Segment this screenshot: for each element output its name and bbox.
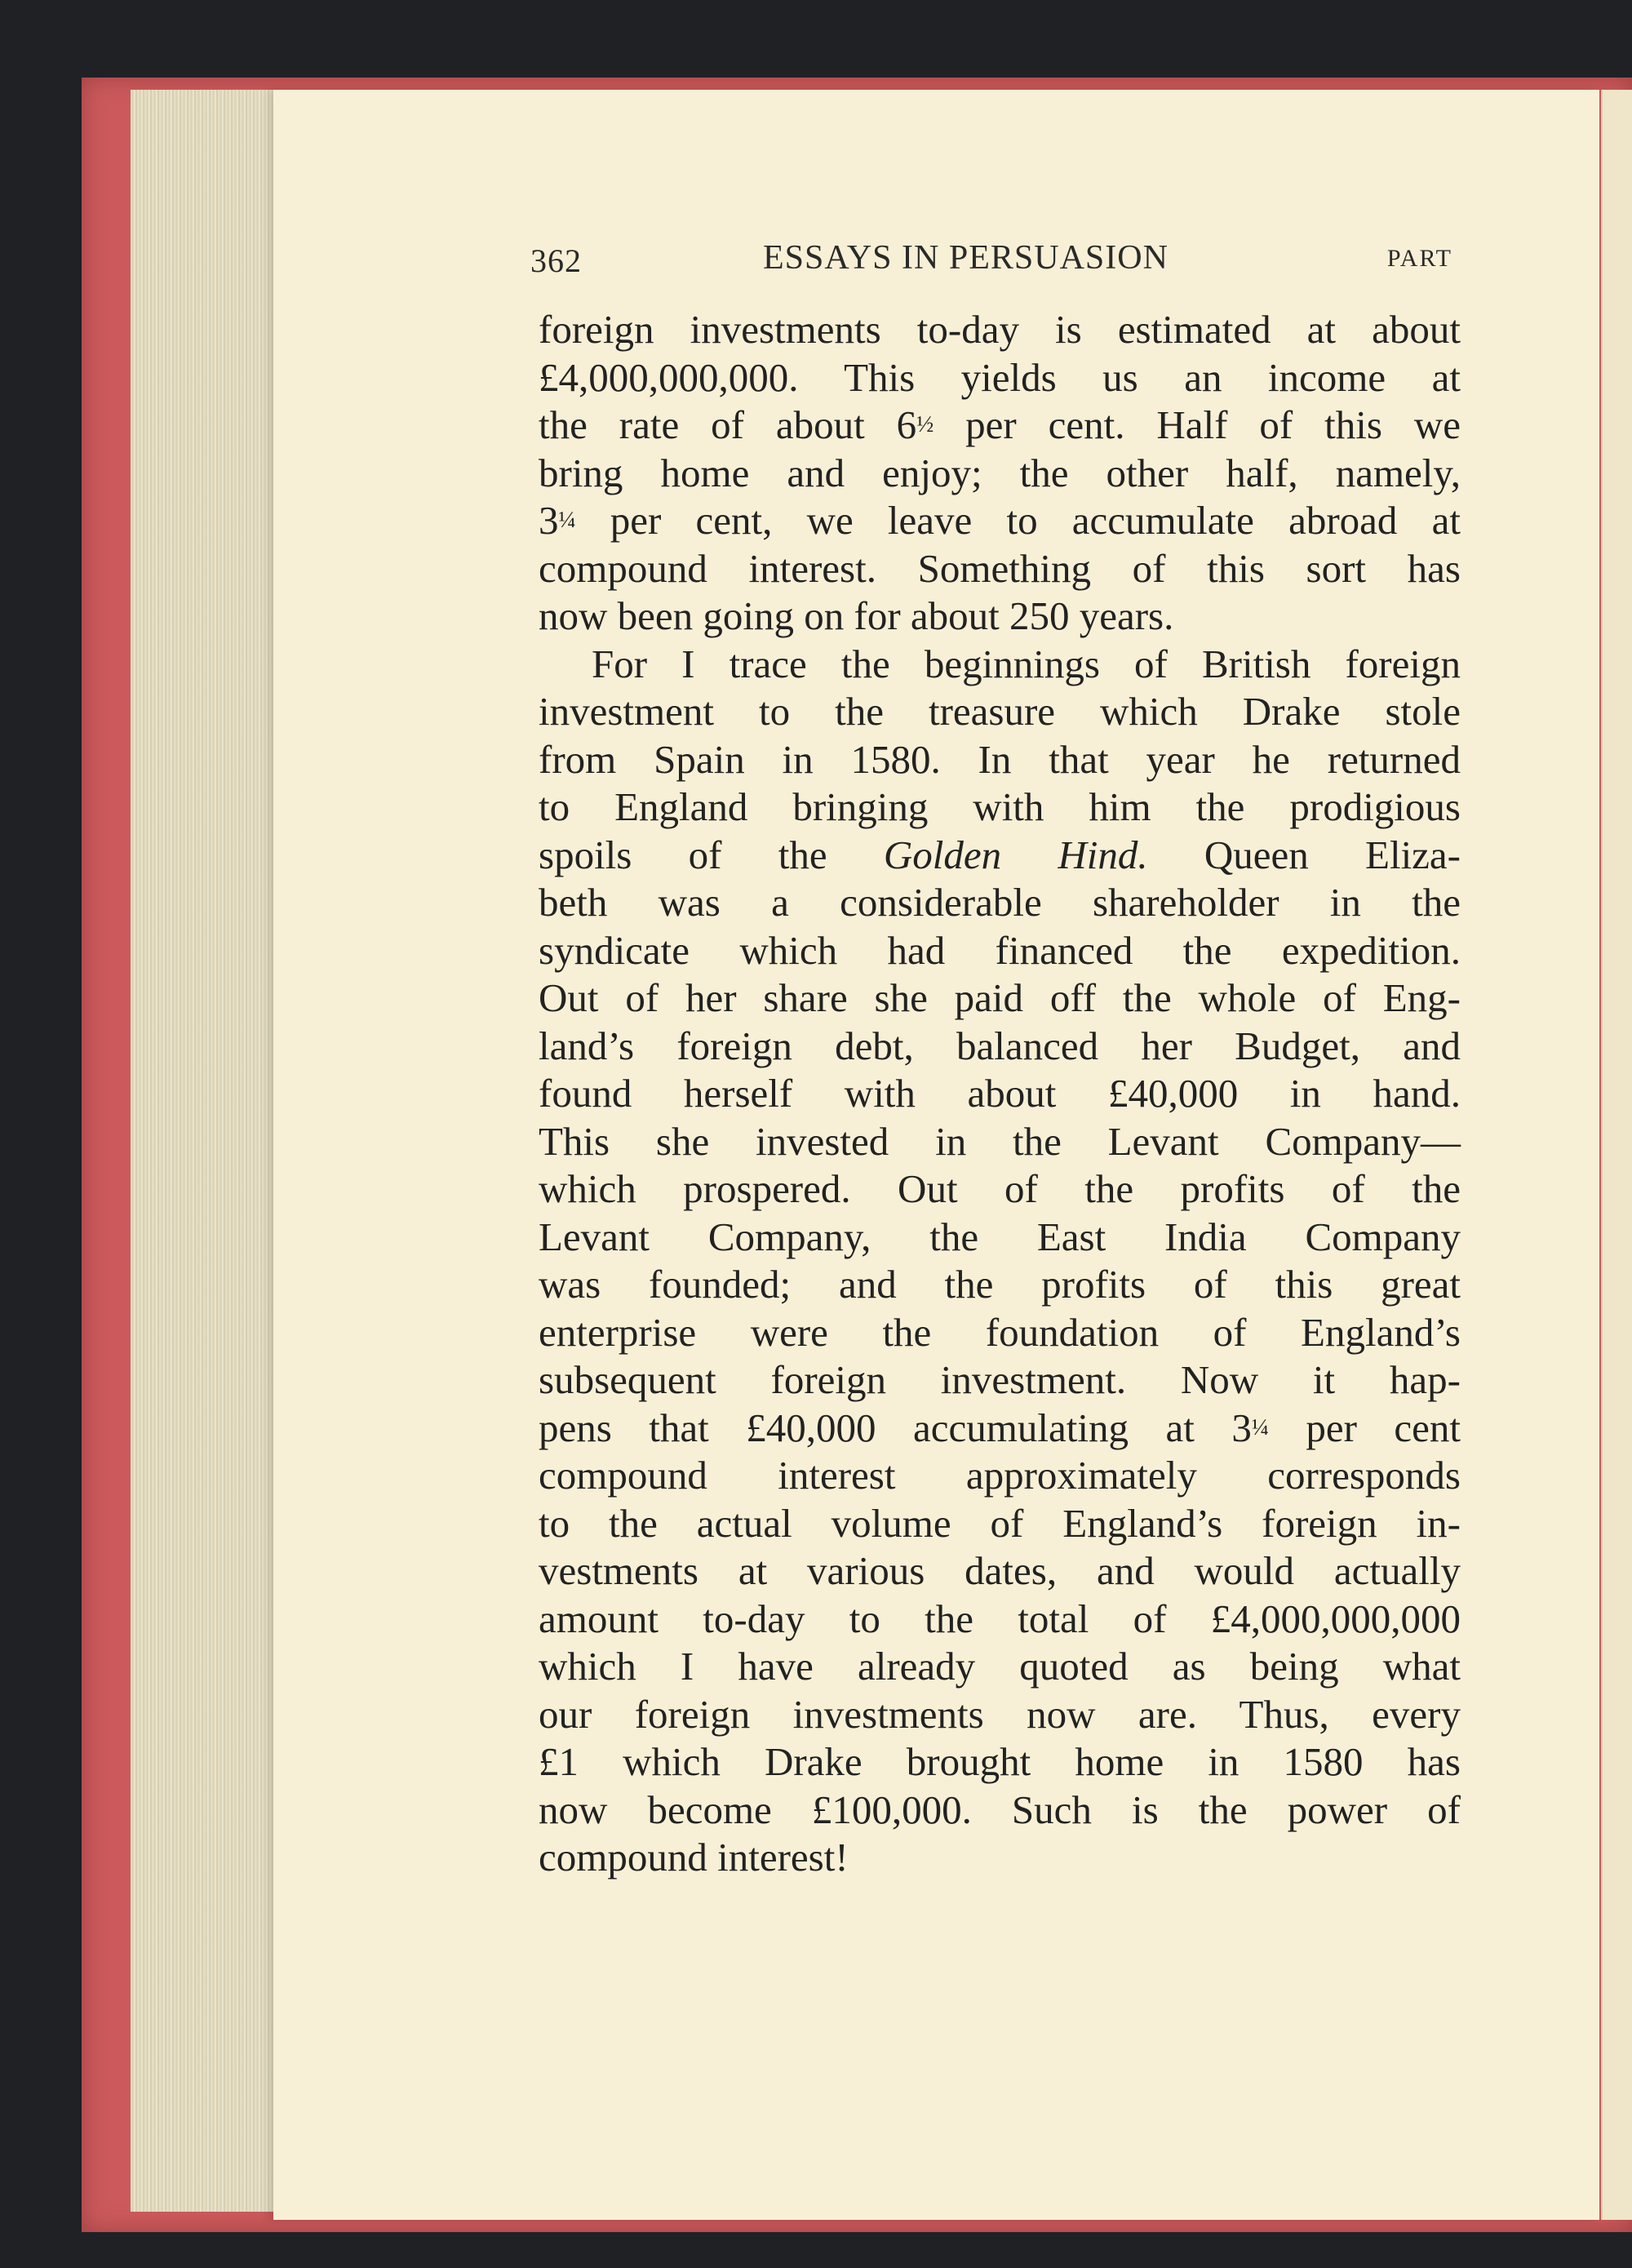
- text-line: [539, 354, 1461, 402]
- text-line: [539, 1214, 1461, 1262]
- text-line: [539, 1834, 1461, 1882]
- page-header: [530, 237, 1452, 286]
- text-segment: compound interest approximately corresponds: [539, 1453, 1461, 1498]
- text-line: [539, 1786, 1461, 1835]
- text-segment: This she invested in the Levant Company—: [539, 1118, 1461, 1164]
- text-segment: syndicate which had financed the expedition.: [539, 927, 1461, 973]
- text-line: [539, 783, 1461, 832]
- text-segment: which prospered. Out of the profits of the: [539, 1166, 1461, 1211]
- facing-page-edge: [1601, 90, 1632, 2220]
- text-segment: was founded; and the profits of this great: [539, 1262, 1461, 1307]
- text-line: [539, 1691, 1461, 1739]
- text-segment: £4,000,000,000. This yields us an income at: [539, 354, 1461, 400]
- text-segment: pens that £40,000 accumulating at 3: [539, 1405, 1252, 1450]
- italic-text: Golden Hind.: [883, 832, 1148, 877]
- text-segment: compound interest!: [539, 1835, 849, 1880]
- text-segment: bring home and enjoy; the other half, namely,: [539, 450, 1461, 495]
- text-line: [539, 1452, 1461, 1500]
- text-segment: For I trace the beginnings of British foreign: [592, 641, 1461, 686]
- text-line: [539, 1023, 1461, 1071]
- text-segment: per cent, we leave to accumulate abroad at: [575, 498, 1461, 543]
- text-segment: £1 which Drake brought home in 1580 has: [539, 1739, 1461, 1784]
- text-line: [539, 450, 1461, 498]
- text-segment: subsequent foreign investment. Now it hap-: [539, 1357, 1461, 1402]
- text-segment: investment to the treasure which Drake stole: [539, 689, 1461, 734]
- text-segment: spoils of the: [539, 832, 884, 877]
- text-line: [539, 593, 1461, 641]
- text-segment: compound interest. Something of this sort has: [539, 545, 1461, 591]
- text-segment: to the actual volume of England’s foreign in-: [539, 1500, 1461, 1546]
- text-segment: amount to-day to the total of £4,000,000,000: [539, 1596, 1461, 1641]
- text-line: [539, 688, 1461, 736]
- text-segment: Queen Eliza-: [1147, 832, 1461, 877]
- text-segment: enterprise were the foundation of England’s: [539, 1309, 1461, 1355]
- fraction: ¼: [558, 508, 576, 533]
- text-segment: vestments at various dates, and would actually: [539, 1548, 1461, 1593]
- text-segment: which I have already quoted as being what: [539, 1644, 1461, 1689]
- text-line: [539, 306, 1461, 354]
- text-line: [539, 497, 1461, 545]
- text-segment: now been going on for about 250 years.: [539, 593, 1174, 638]
- text-line: [539, 1547, 1461, 1596]
- text-segment: our foreign investments now are. Thus, every: [539, 1691, 1461, 1737]
- body-text: [539, 306, 1461, 1882]
- running-title: ESSAYS IN PERSUASION: [763, 239, 1169, 277]
- text-segment: 3: [539, 498, 559, 543]
- text-segment: Out of her share she paid off the whole of Eng-: [539, 975, 1461, 1020]
- text-line: [539, 1738, 1461, 1786]
- fraction: ¼: [1251, 1414, 1269, 1440]
- text-line: [539, 1309, 1461, 1357]
- text-line: [539, 974, 1461, 1023]
- text-line: [539, 1405, 1461, 1453]
- text-line: [539, 402, 1461, 450]
- page-number: 362: [530, 242, 582, 279]
- text-line: [539, 641, 1461, 689]
- text-line: [539, 545, 1461, 593]
- text-line: [539, 879, 1461, 927]
- text-segment: from Spain in 1580. In that year he returned: [539, 736, 1461, 782]
- text-segment: per cent. Half of this we: [934, 402, 1461, 447]
- text-segment: now become £100,000. Such is the power of: [539, 1786, 1461, 1832]
- text-segment: to England bringing with him the prodigious: [539, 784, 1461, 829]
- text-segment: per cent: [1268, 1405, 1461, 1450]
- text-segment: Levant Company, the East India Company: [539, 1214, 1461, 1259]
- text-segment: found herself with about £40,000 in hand.: [539, 1071, 1461, 1116]
- text-line: [539, 1118, 1461, 1166]
- text-segment: foreign investments to-day is estimated at about: [539, 307, 1461, 352]
- fraction: ½: [916, 412, 934, 437]
- text-line: [539, 1596, 1461, 1644]
- text-line: [539, 1070, 1461, 1118]
- text-line: [539, 1500, 1461, 1548]
- text-line: [539, 1165, 1461, 1214]
- text-segment: beth was a considerable shareholder in the: [539, 880, 1461, 925]
- text-line: [539, 1356, 1461, 1405]
- part-label: PART: [1386, 245, 1452, 272]
- text-line: [539, 1261, 1461, 1309]
- text-line: [539, 832, 1461, 880]
- text-line: [539, 736, 1461, 784]
- text-segment: the rate of about 6: [539, 402, 917, 447]
- text-segment: land’s foreign debt, balanced her Budget, and: [539, 1023, 1461, 1068]
- text-line: [539, 927, 1461, 975]
- text-line: [539, 1643, 1461, 1691]
